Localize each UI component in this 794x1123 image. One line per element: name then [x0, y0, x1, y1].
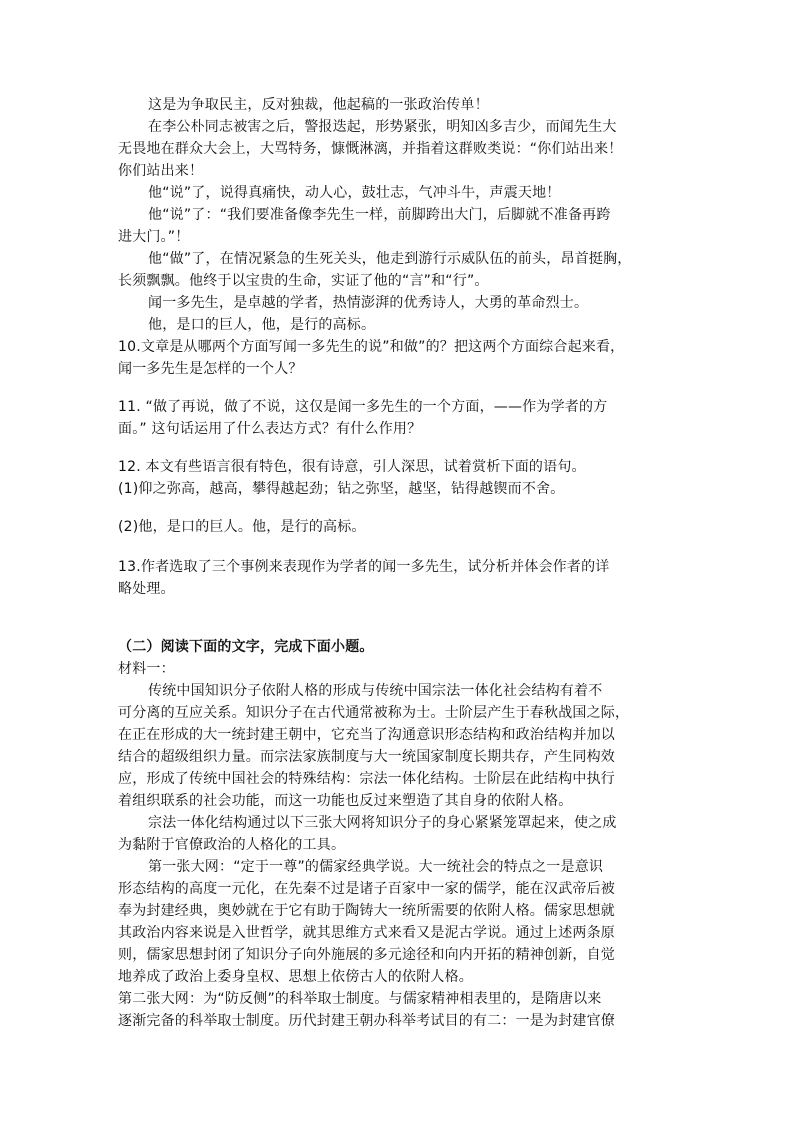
- question-12-item-1: (1)仰之弥高，越高，攀得越起劲；钻之弥坚，越坚，钻得越锲而不舍。: [118, 481, 565, 497]
- question-11-cont: 面。” 这句话运用了什么表达方式？有什么作用？: [118, 421, 422, 437]
- passage-line: 你们站出来！: [118, 163, 204, 179]
- material-line: 应，形成了传统中国社会的特殊结构：宗法一体化结构。士阶层在此结构中执行: [118, 771, 615, 787]
- passage-line: 无畏地在群众大会上，大骂特务，慷慨淋漓，并指着这群败类说：“你们站出来！: [118, 141, 623, 157]
- question-10: 10.文章是从哪两个方面写闻一多先生的说”和做”的？把这两个方面综合起来看，: [118, 339, 625, 355]
- question-12-item-2: (2)他，是口的巨人。他，是行的高标。: [118, 519, 366, 535]
- passage-line: 长须飘飘。他终于以宝贵的生命，实证了他的“言”和“行”。: [118, 273, 489, 289]
- material-line: 可分离的互应关系。知识分子在古代通常被称为士。士阶层产生于春秋战国之际，: [118, 705, 630, 721]
- question-11: 11. “做了再说，做了不说，这仅是闻一多先生的一个方面，——作为学者的方: [118, 399, 608, 415]
- material-line: 形态结构的高度一元化，在先秦不过是诸子百家中一家的儒学，能在汉武帝后被: [118, 881, 615, 897]
- passage-line: 在李公朴同志被害之后，警报迭起，形势紧张，明知凶多吉少，而闻先生大: [148, 119, 617, 135]
- material-line: 为黏附于官僚政治的人格化的工具。: [118, 837, 346, 853]
- material-line: 第二张大网：为“防反侧”的科举取士制度。与儒家精神相表里的，是隋唐以来: [118, 991, 602, 1007]
- passage-line: 他，是口的巨人，他，是行的高标。: [148, 317, 376, 333]
- material-line: 逐渐完备的科举取士制度。历代封建王朝办科举考试目的有二：一是为封建官僚: [118, 1013, 615, 1029]
- material-line: 结合的超级组织力量。而宗法家族制度与大一统国家制度长期共存，产生同构效: [118, 749, 615, 765]
- material-line: 第一张大网：“定于一尊”的儒家经典学说。大一统社会的特点之一是意识: [148, 859, 604, 875]
- material-line: 奉为封建经典，奥妙就在于它有助于陶铸大一统所需要的依附人格。儒家思想就: [118, 903, 615, 919]
- material-line: 宗法一体化结构通过以下三张大网将知识分子的身心紧紧笼罩起来，使之成: [148, 815, 617, 831]
- passage-line: 这是为争取民主，反对独裁，他起稿的一张政治传单！: [148, 97, 489, 113]
- passage-line: 闻一多先生，是卓越的学者，热情澎湃的优秀诗人，大勇的革命烈士。: [148, 295, 589, 311]
- question-10-cont: 闻一多先生是怎样的一个人？: [118, 361, 303, 377]
- passage-line: 他“说”了：“我们要准备像李先生一样，前脚跨出大门，后脚就不准备再跨: [148, 207, 611, 223]
- question-13-cont: 略处理。: [118, 581, 175, 597]
- material-line: 传统中国知识分子依附人格的形成与传统中国宗法一体化社会结构有着不: [148, 683, 603, 699]
- passage-line: 进大门。”！: [118, 229, 190, 245]
- section-heading: （二）阅读下面的文字，完成下面小题。: [118, 639, 374, 655]
- passage-line: 他“做”了，在情况紧急的生死关头，他走到游行示威队伍的前头，昂首挺胸，: [148, 251, 632, 267]
- material-line: 其政治内容来说是入世哲学，就其思维方式来看又是泥古学说。通过上述两条原: [118, 925, 615, 941]
- question-13: 13.作者选取了三个事例来表现作为学者的闻一多先生，试分析并体会作者的详: [118, 559, 610, 575]
- material-line: 则，儒家思想封闭了知识分子向外施展的多元途径和向内开拓的精神创新，自觉: [118, 947, 615, 963]
- passage-line: 他“说”了，说得真痛快，动人心，鼓壮志，气冲斗牛，声震天地！: [148, 185, 561, 201]
- material-line: 着组织联系的社会功能，而这一功能也反过来塑造了其自身的依附人格。: [118, 793, 573, 809]
- question-12: 12. 本文有些语言很有特色，很有诗意，引人深思，试着赏析下面的语句。: [118, 459, 586, 475]
- material-line: 地养成了政治上委身皇权、思想上依傍古人的依附人格。: [118, 969, 473, 985]
- material-label: 材料一：: [118, 661, 175, 677]
- material-line: 在正在形成的大一统封建王朝中，它充当了沟通意识形态结构和政治结构并加以: [118, 727, 615, 743]
